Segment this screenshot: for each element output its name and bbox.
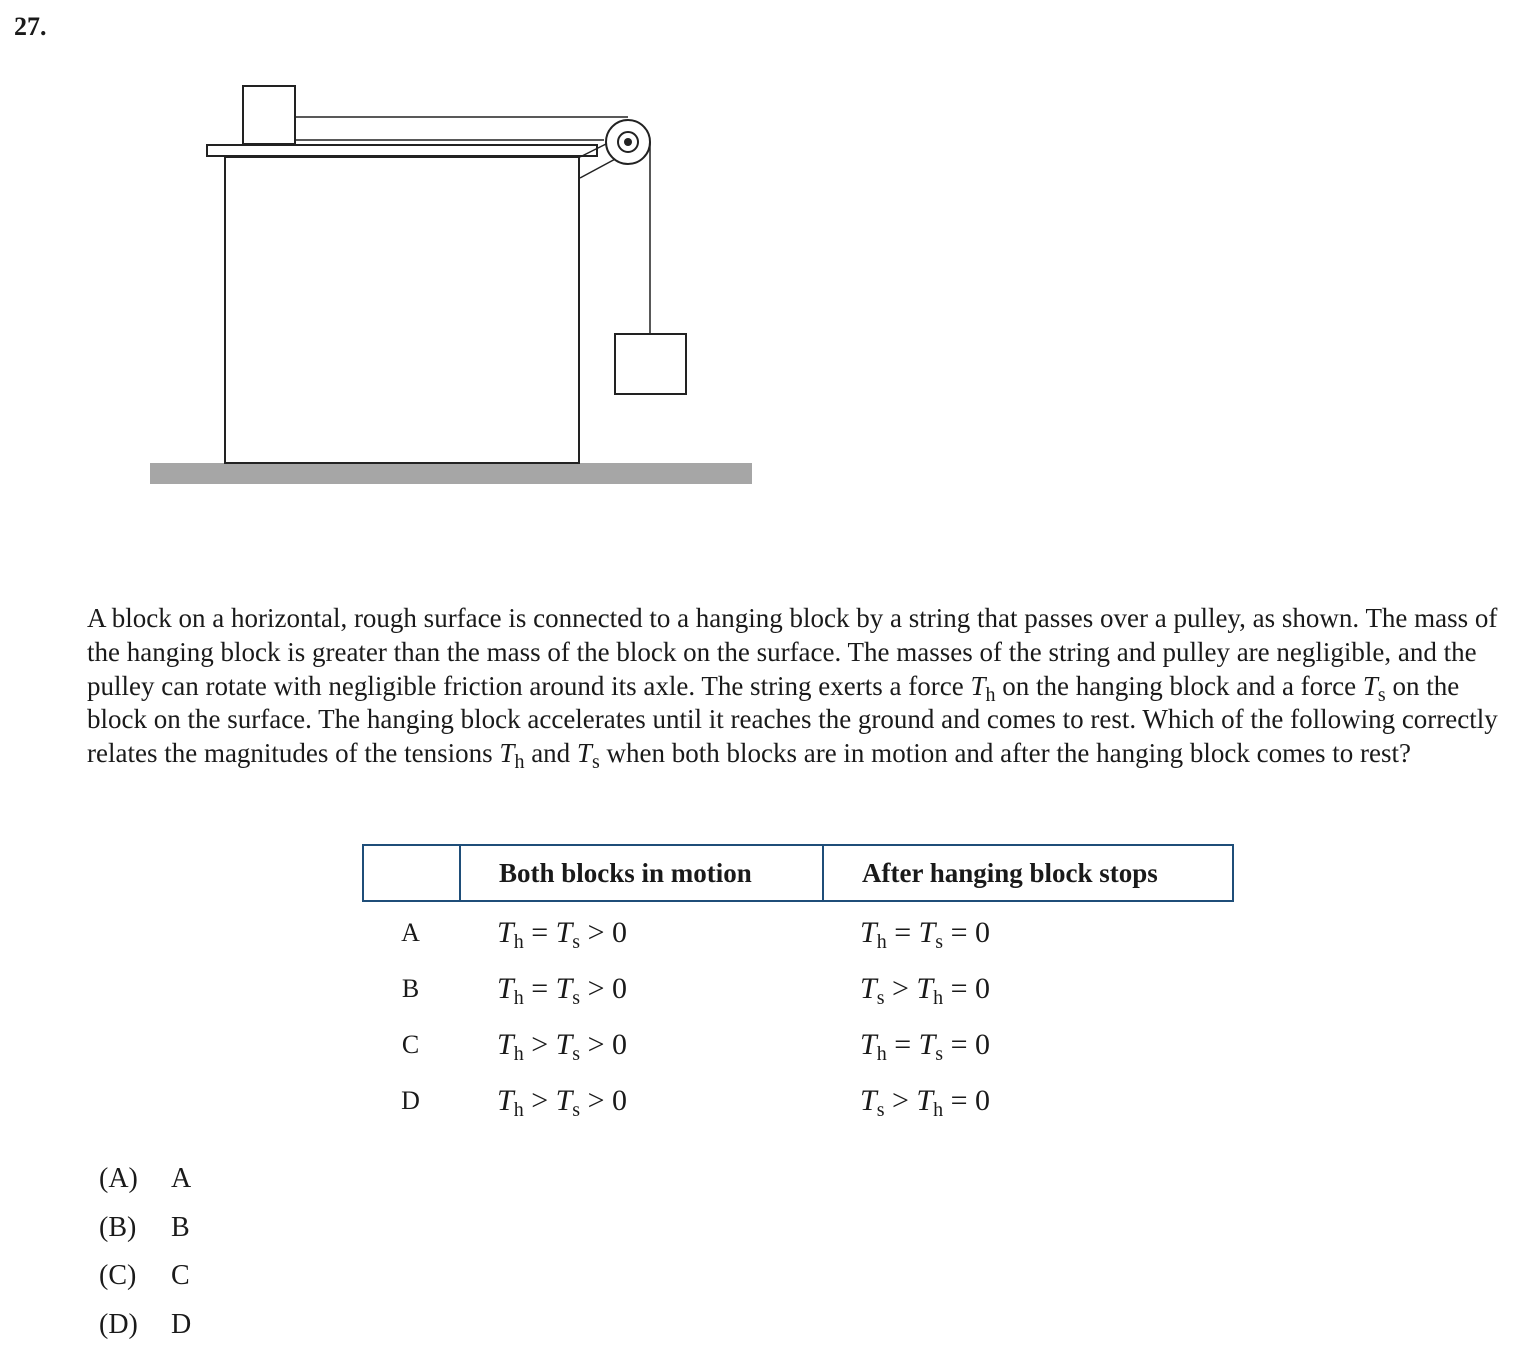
table-body — [225, 157, 579, 463]
row-label: D — [401, 1086, 420, 1115]
table-row — [362, 1017, 1234, 1073]
row-label: B — [401, 974, 420, 1003]
motion-relation: $T_h > T_s > 0$ — [497, 1084, 628, 1121]
header-motion: Both blocks in motion — [461, 846, 824, 900]
motion-relation: $T_h = T_s > 0$ — [497, 972, 628, 1009]
pulley-axle — [624, 138, 632, 146]
choice-label: (D) — [99, 1308, 138, 1340]
choice-label: (B) — [99, 1211, 137, 1243]
choice-a[interactable] — [99, 1155, 191, 1204]
answer-table-header — [362, 844, 1234, 902]
header-blank — [364, 846, 461, 900]
choice-label: (A) — [99, 1163, 138, 1195]
choice-text: B — [171, 1211, 190, 1243]
tension-s-symbol: $T_s$ — [1362, 670, 1386, 706]
stopped-relation: $T_s > T_h = 0$ — [860, 1084, 991, 1121]
stopped-relation: $T_s > T_h = 0$ — [860, 972, 991, 1009]
choice-label: (C) — [99, 1260, 137, 1292]
choice-c[interactable] — [99, 1252, 191, 1301]
surface-block — [243, 86, 295, 144]
motion-relation: $T_h > T_s > 0$ — [497, 1028, 628, 1065]
table-row — [362, 1073, 1234, 1129]
stopped-relation: $T_h = T_s = 0$ — [860, 916, 991, 953]
table-top — [207, 145, 597, 156]
table-row — [362, 961, 1234, 1017]
tension-s-symbol: $T_s$ — [576, 738, 600, 774]
answer-choices — [99, 1155, 191, 1349]
choice-d[interactable] — [99, 1301, 191, 1350]
ground — [150, 463, 752, 484]
stopped-relation: $T_h = T_s = 0$ — [860, 1028, 991, 1065]
question-text: A block on a horizontal, rough surface is connected to a hanging block by a string that passes over a pulley, as shown. The mass of the hanging block is greater than the mass of the block on the surface. The masses of the string and pulley are negligible, and the pulley can rotate with negligible friction around its axle. The string exerts a force $T_h$ on the hanging block and a force $T_s$ on the block on the surface. The hanging block accelerates until it reaches the ground and comes to rest. Which of the following correctly relates the magnitudes of the tensions $T_h$ and $T_s$ when both blocks are in motion and after the hanging block comes to rest? — [87, 603, 1498, 774]
header-stopped: After hanging block stops — [862, 857, 1158, 888]
hanging-block — [615, 334, 686, 394]
row-label: C — [401, 1030, 420, 1059]
question-number: 27. — [14, 12, 47, 41]
table-row — [362, 905, 1234, 961]
pulley-diagram — [0, 0, 800, 500]
motion-relation: $T_h = T_s > 0$ — [497, 916, 628, 953]
choice-b[interactable] — [99, 1204, 191, 1253]
choice-text: A — [171, 1163, 192, 1195]
row-label: A — [401, 918, 420, 947]
choice-text: D — [171, 1308, 192, 1340]
tension-h-symbol: $T_h$ — [499, 738, 525, 774]
choice-text: C — [171, 1260, 190, 1292]
tension-h-symbol: $T_h$ — [970, 670, 996, 706]
